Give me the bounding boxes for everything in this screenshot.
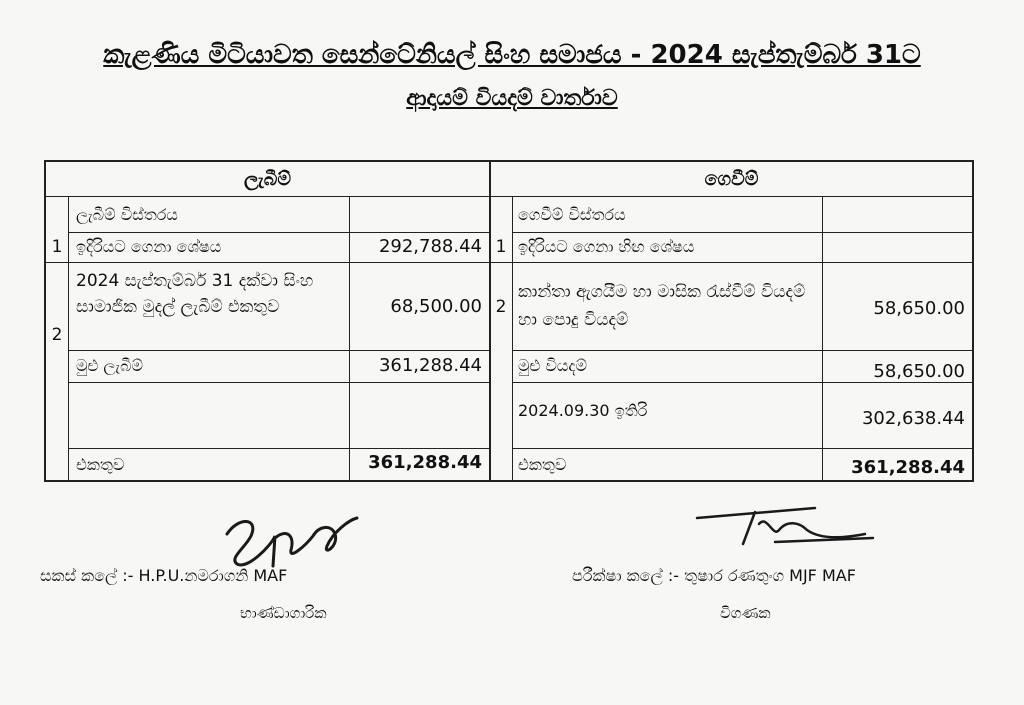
prepared-by: සකස් කලේ :- H.P.U.නමරාගනි MAF — [40, 566, 288, 585]
income-total-amount: 361,288.44 — [378, 355, 482, 376]
income-row-desc: 2024 සැප්තැම්බර් 31 දක්වා සිංහ සාමාජික මුදල් ලැබීම් එකතුව — [76, 271, 314, 317]
income-row-amount: 292,788.44 — [378, 236, 482, 257]
expense-header: ගෙවීම් — [704, 168, 759, 190]
expense-sum-label: එකතුව — [518, 455, 567, 474]
document-title: කැළණිය මිටියාවත සෙන්ටේනියල් සිංහ සමාජය - 2024 සැප්තැම්බර් 31ට — [103, 40, 921, 70]
income-total-label: මුළු ලැබීම් — [76, 356, 144, 375]
income-row-amount: 68,500.00 — [390, 296, 482, 317]
expense-total-label: මුළු වියදම් — [518, 356, 588, 375]
document-subtitle: ආදායම් වියදම් වාර්තාව — [406, 86, 618, 111]
expense-row-index: 1 — [495, 237, 507, 257]
audited-by-role: විගණක — [720, 604, 771, 622]
balance-label: 2024.09.30 ඉතිරි — [518, 401, 648, 420]
expense-row-desc: කාන්තා ඇගයීම හා මාසික රැස්වීම් වියදම් හා පොදු වියදම් — [518, 282, 806, 330]
income-desc-heading: ලැබීම් විස්තරය — [76, 205, 178, 224]
income-header: ලැබීම් — [243, 168, 292, 190]
income-expense-table — [44, 160, 974, 482]
balance-amount: 302,638.44 — [861, 408, 965, 429]
income-row-desc: ඉදිරියට ගෙනා ශේෂය — [76, 237, 222, 256]
audited-by: පරීක්ෂා කලේ :- තුෂාර රණතුංග MJF MAF — [572, 566, 856, 585]
income-row-index: 1 — [51, 237, 63, 257]
expense-row-desc: ඉදිරියට ගෙනා හිඟ ශේෂය — [518, 237, 695, 256]
auditor-signature — [695, 494, 875, 554]
expense-total-amount: 58,650.00 — [873, 361, 965, 382]
expense-row-index: 2 — [495, 297, 507, 317]
expense-desc-heading: ගෙවීම් විස්තරය — [518, 205, 626, 224]
income-sum-amount: 361,288.44 — [368, 452, 482, 473]
income-row-index: 2 — [51, 325, 63, 345]
prepared-by-role: භාණ්ඩාගාරික — [240, 604, 327, 622]
expense-row-amount: 58,650.00 — [873, 298, 965, 319]
expense-sum-amount: 361,288.44 — [851, 457, 965, 478]
income-sum-label: එකතුව — [76, 455, 125, 474]
